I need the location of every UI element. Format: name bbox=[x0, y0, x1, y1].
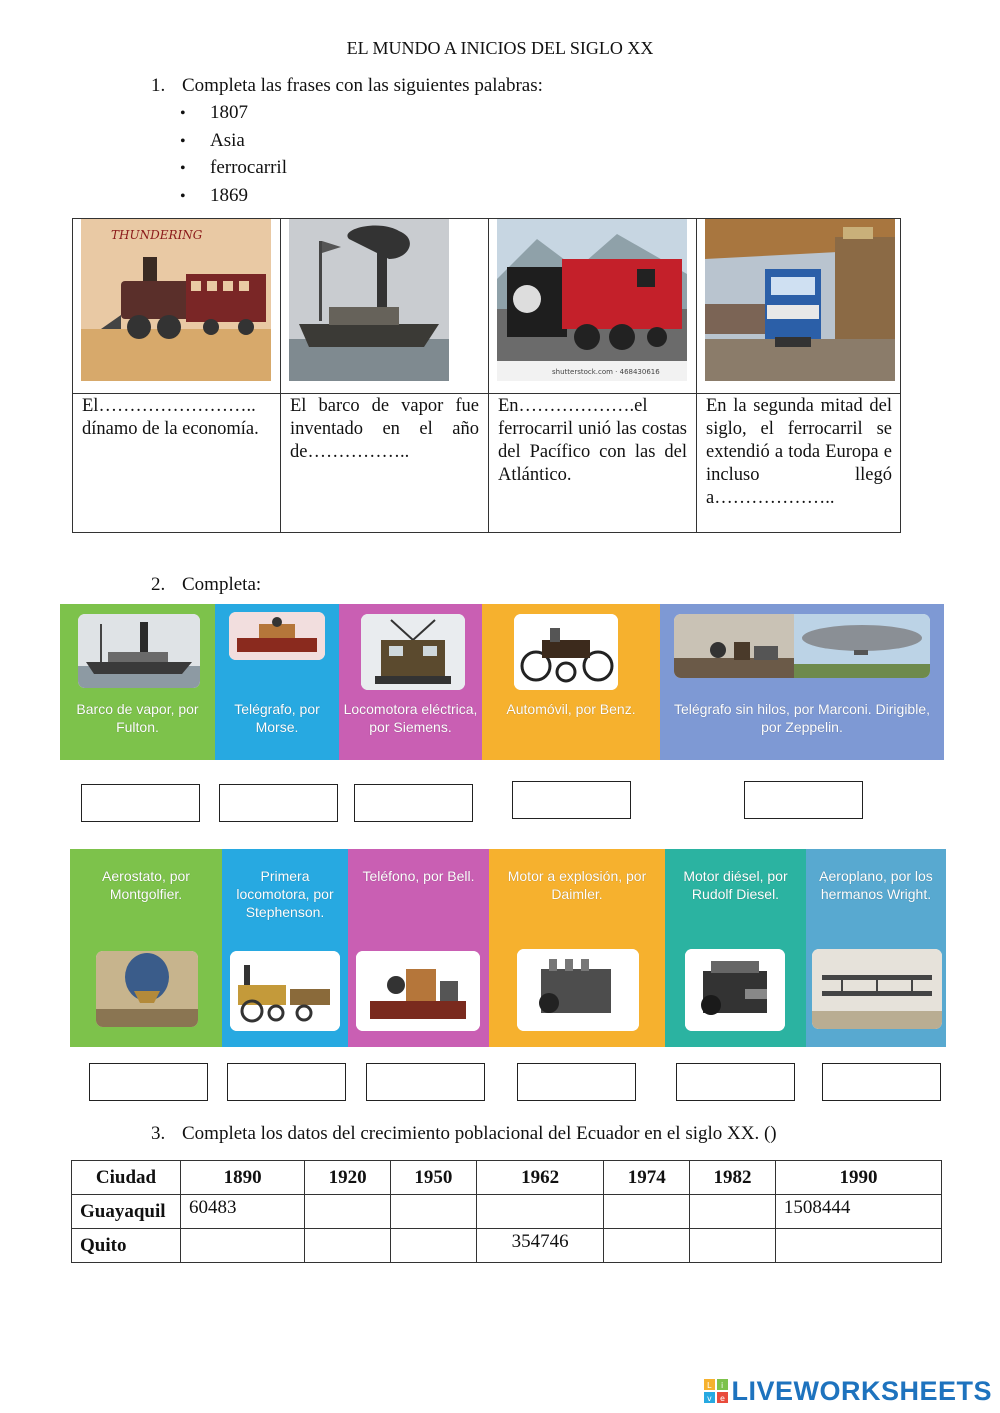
invention-label: Motor a explosión, por Daimler. bbox=[507, 868, 647, 902]
invention-label: Motor diésel, por Rudolf Diesel. bbox=[683, 868, 788, 902]
population-table bbox=[71, 1160, 942, 1263]
population-input-cell[interactable] bbox=[181, 1229, 305, 1263]
city-name: Guayaquil bbox=[72, 1195, 181, 1229]
electric-locomotive-image bbox=[361, 614, 465, 690]
invention-panel-first-locomotive bbox=[222, 849, 348, 1047]
population-cell: 60483 bbox=[181, 1195, 305, 1229]
question-3 bbox=[151, 1123, 777, 1145]
svg-text:THUNDERING: THUNDERING bbox=[111, 228, 203, 242]
question-2 bbox=[151, 574, 261, 596]
red-locomotive-image bbox=[497, 219, 687, 381]
column-header: 1982 bbox=[690, 1161, 776, 1195]
answer-box[interactable] bbox=[512, 781, 631, 819]
logo-letter: L bbox=[707, 1381, 712, 1390]
invention-label: Teléfono, por Bell. bbox=[362, 868, 475, 884]
invention-label: Primera locomotora, por Stephenson. bbox=[236, 868, 334, 920]
column-header: Ciudad bbox=[72, 1161, 181, 1195]
invention-panel-airplane bbox=[806, 849, 946, 1047]
sentence-cell-3 bbox=[489, 219, 697, 532]
first-locomotive-image bbox=[230, 951, 340, 1031]
answer-box[interactable] bbox=[744, 781, 863, 819]
logo-letter: e bbox=[720, 1394, 726, 1403]
old-train-image bbox=[81, 219, 271, 381]
word-bank-item: • Asia bbox=[180, 128, 287, 156]
modern-train-image bbox=[705, 219, 895, 381]
answer-box[interactable] bbox=[517, 1063, 636, 1101]
answer-box[interactable] bbox=[219, 784, 338, 822]
worksheet-title: EL MUNDO A INICIOS DEL SIGLO XX bbox=[346, 38, 654, 58]
column-header: 1890 bbox=[181, 1161, 305, 1195]
question-1 bbox=[151, 75, 543, 97]
population-input-cell[interactable] bbox=[604, 1229, 690, 1263]
sentence-text: En la segunda mitad del siglo, el ferrocarril se extendió a toda Europa e incluso llegó a……………….. bbox=[706, 396, 892, 508]
logo-letter: i bbox=[721, 1381, 724, 1390]
population-cell: 354746 bbox=[476, 1229, 604, 1263]
balloon-image bbox=[96, 951, 198, 1027]
sentence-text: El barco de vapor fue inventado en el año de…………….. bbox=[290, 396, 479, 462]
invention-panel-steamboat bbox=[60, 604, 215, 760]
question-number: 1. bbox=[151, 75, 166, 96]
radio-and-airship-image bbox=[674, 614, 930, 678]
diesel-engine-image bbox=[685, 949, 785, 1031]
population-input-cell[interactable] bbox=[391, 1229, 477, 1263]
invention-label: Telégrafo, por Morse. bbox=[234, 701, 320, 735]
invention-label: Aerostato, por Montgolfier. bbox=[102, 868, 190, 902]
invention-label: Locomotora eléctrica, por Siemens. bbox=[343, 701, 478, 735]
sentences-table bbox=[72, 218, 901, 533]
steamboat-image bbox=[78, 614, 200, 688]
question-number: 3. bbox=[151, 1123, 166, 1144]
steamboat-image bbox=[289, 219, 449, 381]
table-row bbox=[72, 1195, 942, 1229]
invention-label: Aeroplano, por los hermanos Wright. bbox=[819, 868, 933, 902]
sentence-cell-1 bbox=[73, 219, 281, 532]
invention-label: Barco de vapor, por Fulton. bbox=[76, 701, 199, 735]
population-cell: 1508444 bbox=[775, 1195, 941, 1229]
population-input-cell[interactable] bbox=[476, 1195, 604, 1229]
invention-panel-combustion-engine bbox=[489, 849, 665, 1047]
combustion-engine-image bbox=[517, 949, 639, 1031]
city-name: Quito bbox=[72, 1229, 181, 1263]
column-header: 1920 bbox=[305, 1161, 391, 1195]
telephone-image bbox=[356, 951, 480, 1031]
table-header-row bbox=[72, 1161, 942, 1195]
invention-label: Telégrafo sin hilos, por Marconi. Dirigible, por Zeppelin. bbox=[674, 701, 930, 735]
logo-letter: v bbox=[707, 1394, 713, 1403]
answer-box[interactable] bbox=[227, 1063, 346, 1101]
invention-panel-marconi-zeppelin bbox=[660, 604, 944, 760]
answer-box[interactable] bbox=[366, 1063, 485, 1101]
population-input-cell[interactable] bbox=[305, 1229, 391, 1263]
telegraph-image bbox=[229, 612, 325, 660]
logo-icon bbox=[704, 1379, 728, 1403]
sentence-cell-4 bbox=[697, 219, 901, 532]
question-number: 2. bbox=[151, 574, 166, 595]
word-bank-item: • ferrocarril bbox=[180, 155, 287, 183]
invention-panel-balloon bbox=[70, 849, 222, 1047]
population-input-cell[interactable] bbox=[690, 1229, 776, 1263]
word-bank bbox=[180, 100, 287, 210]
population-input-cell[interactable] bbox=[775, 1229, 941, 1263]
answer-box[interactable] bbox=[676, 1063, 795, 1101]
population-input-cell[interactable] bbox=[391, 1195, 477, 1229]
answer-box[interactable] bbox=[822, 1063, 941, 1101]
table-row bbox=[72, 1229, 942, 1263]
question-text: Completa los datos del crecimiento poblacional del Ecuador en el siglo XX. () bbox=[182, 1123, 777, 1144]
column-header: 1950 bbox=[391, 1161, 477, 1195]
invention-panel-diesel-engine bbox=[665, 849, 806, 1047]
invention-panel-automobile bbox=[482, 604, 660, 760]
word-bank-item: • 1807 bbox=[180, 100, 287, 128]
population-input-cell[interactable] bbox=[604, 1195, 690, 1229]
brand-name: LIVEWORKSHEETS bbox=[731, 1375, 992, 1406]
column-header: 1962 bbox=[476, 1161, 604, 1195]
invention-label: Automóvil, por Benz. bbox=[506, 701, 636, 717]
invention-panel-telephone bbox=[348, 849, 489, 1047]
airplane-image bbox=[812, 949, 942, 1029]
column-header: 1990 bbox=[775, 1161, 941, 1195]
answer-box[interactable] bbox=[81, 784, 200, 822]
answer-box[interactable] bbox=[354, 784, 473, 822]
sentence-text: El…………………….. dínamo de la economía. bbox=[82, 396, 259, 439]
word-bank-item: • 1869 bbox=[180, 183, 287, 211]
answer-box[interactable] bbox=[89, 1063, 208, 1101]
sentence-cell-2 bbox=[281, 219, 489, 532]
question-text: Completa las frases con las siguientes palabras: bbox=[182, 75, 543, 96]
population-input-cell[interactable] bbox=[690, 1195, 776, 1229]
photo-caption: shutterstock.com · 468430616 bbox=[552, 368, 660, 376]
automobile-image bbox=[514, 614, 618, 690]
column-header: 1974 bbox=[604, 1161, 690, 1195]
liveworksheets-logo bbox=[704, 1374, 992, 1408]
sentence-text: En……………….el ferrocarril unió las costas del Pacífico con las del Atlántico. bbox=[498, 396, 687, 485]
invention-panel-electric-locomotive bbox=[339, 604, 482, 760]
population-input-cell[interactable] bbox=[305, 1195, 391, 1229]
question-text: Completa: bbox=[182, 574, 262, 595]
invention-panel-telegraph bbox=[215, 604, 339, 760]
